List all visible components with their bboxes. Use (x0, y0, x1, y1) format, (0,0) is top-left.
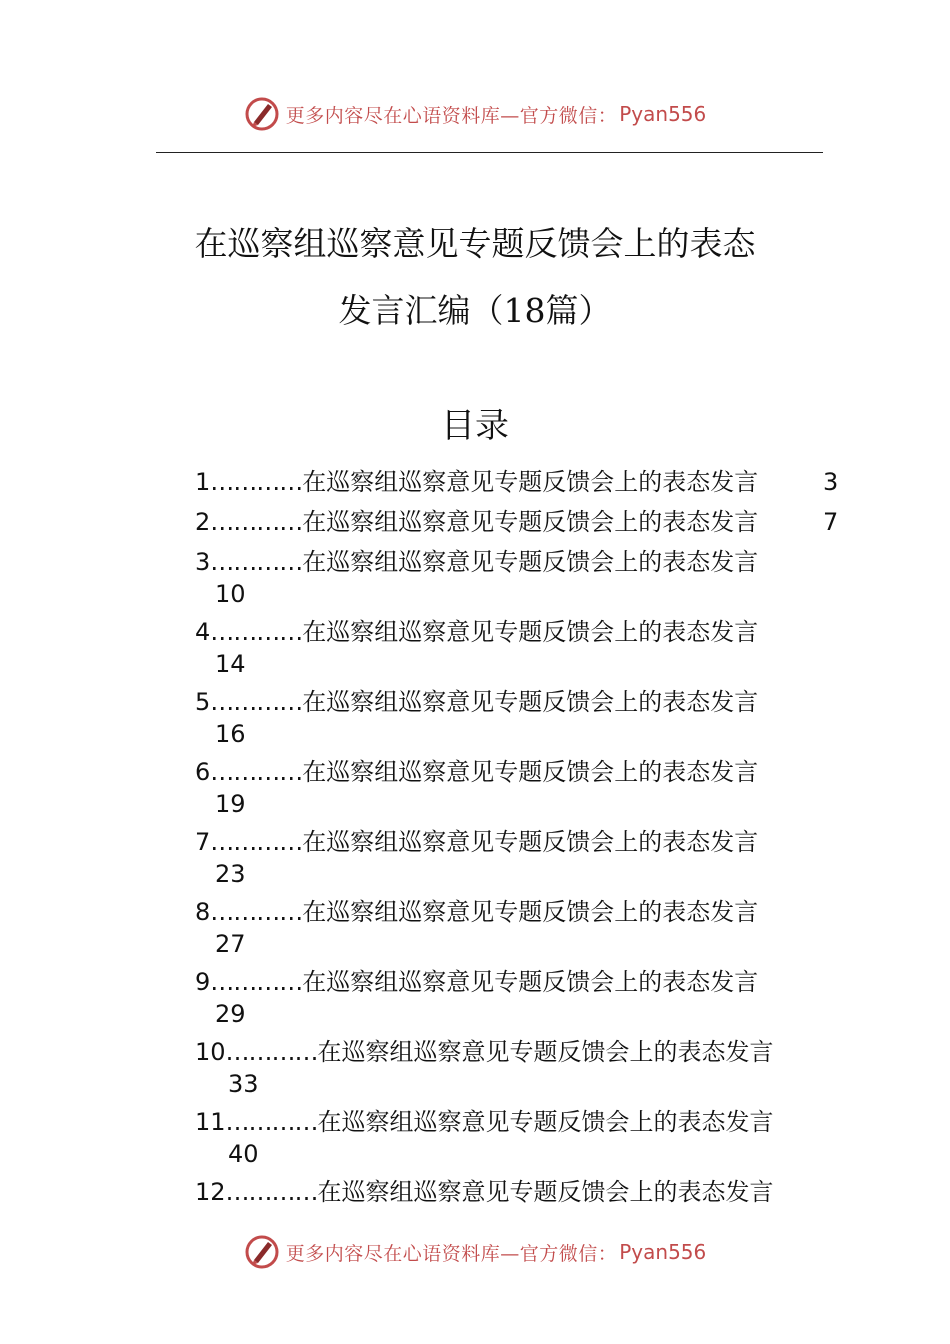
toc-entry-number: 9 (195, 968, 211, 996)
toc-entry-title: 在巡察组巡察意见专题反馈会上的表态发言 (302, 828, 759, 856)
toc-entry[interactable] (195, 756, 855, 826)
toc-entry-title: 在巡察组巡察意见专题反馈会上的表态发言 (317, 1178, 774, 1206)
pen-circle-logo-icon (244, 1234, 280, 1270)
toc-entry-leader: ………… (225, 1178, 318, 1206)
toc-entry[interactable] (195, 966, 855, 1036)
toc-entry-page: 3 (823, 468, 839, 496)
toc-entry-page: 40 (228, 1140, 259, 1168)
toc-entry[interactable] (195, 506, 855, 546)
toc-entry-leader: ………… (210, 968, 303, 996)
toc-entry-page: 23 (215, 860, 246, 888)
toc-entry-title: 在巡察组巡察意见专题反馈会上的表态发言 (302, 758, 759, 786)
toc-entry-leader: ………… (210, 828, 303, 856)
toc-entry-title: 在巡察组巡察意见专题反馈会上的表态发言 (302, 688, 759, 716)
toc-entry-leader: ………… (210, 618, 303, 646)
toc-entry-leader: ………… (210, 508, 303, 536)
toc-entry-title: 在巡察组巡察意见专题反馈会上的表态发言 (302, 618, 759, 646)
toc-entry-leader: ………… (210, 898, 303, 926)
toc-entry-number: 1 (195, 468, 211, 496)
toc-entry-title: 在巡察组巡察意见专题反馈会上的表态发言 (317, 1108, 774, 1136)
toc-entry[interactable] (195, 546, 855, 616)
toc-entry[interactable] (195, 686, 855, 756)
toc-entry-number: 2 (195, 508, 211, 536)
toc-entry-number: 4 (195, 618, 211, 646)
toc-entry-title: 在巡察组巡察意见专题反馈会上的表态发言 (302, 968, 759, 996)
toc-entry-title: 在巡察组巡察意见专题反馈会上的表态发言 (302, 508, 759, 536)
toc-entry-number: 11 (195, 1108, 226, 1136)
toc-entry-number: 5 (195, 688, 211, 716)
toc-entry-leader: ………… (210, 688, 303, 716)
toc-entry-number: 10 (195, 1038, 226, 1066)
toc-entry-page: 16 (215, 720, 246, 748)
toc-entry-title: 在巡察组巡察意见专题反馈会上的表态发言 (302, 468, 759, 496)
document-title-line-2: 发言汇编（18篇） (338, 291, 612, 330)
pen-circle-logo-icon (244, 96, 280, 132)
header-divider (156, 152, 823, 153)
toc-entry[interactable] (195, 466, 855, 506)
document-title-line-1: 在巡察组巡察意见专题反馈会上的表态 (194, 224, 756, 263)
toc-entry[interactable] (195, 1036, 855, 1106)
toc-entry[interactable] (195, 1176, 855, 1209)
toc-entry-leader: ………… (210, 758, 303, 786)
footer-banner (0, 1232, 950, 1272)
toc-entry-leader: ………… (210, 548, 303, 576)
toc-entry[interactable] (195, 896, 855, 966)
banner-wechat-id: Pyan556 (619, 1240, 707, 1264)
toc-entry-number: 8 (195, 898, 211, 926)
toc-entry-page: 10 (215, 580, 246, 608)
toc-entry-page: 29 (215, 1000, 246, 1028)
toc-entry[interactable] (195, 1106, 855, 1176)
toc-entry-page: 33 (228, 1070, 259, 1098)
toc-entry-title: 在巡察组巡察意见专题反馈会上的表态发言 (317, 1038, 774, 1066)
header-banner (0, 94, 950, 134)
toc-entry-title: 在巡察组巡察意见专题反馈会上的表态发言 (302, 898, 759, 926)
table-of-contents (195, 466, 855, 1209)
toc-entry-page: 14 (215, 650, 246, 678)
banner-text: 更多内容尽在心语资料库—官方微信： (285, 1242, 618, 1265)
toc-entry-page: 7 (823, 508, 839, 536)
toc-entry[interactable] (195, 616, 855, 686)
toc-entry-number: 6 (195, 758, 211, 786)
toc-entry-title: 在巡察组巡察意见专题反馈会上的表态发言 (302, 548, 759, 576)
toc-entry-leader: ………… (225, 1038, 318, 1066)
banner-wechat-id: Pyan556 (619, 102, 707, 126)
toc-entry[interactable] (195, 826, 855, 896)
toc-entry-number: 7 (195, 828, 211, 856)
toc-entry-number: 12 (195, 1178, 226, 1206)
toc-entry-page: 27 (215, 930, 246, 958)
toc-entry-leader: ………… (225, 1108, 318, 1136)
toc-entry-page: 19 (215, 790, 246, 818)
toc-heading: 目录 (441, 406, 509, 446)
toc-entry-number: 3 (195, 548, 211, 576)
banner-text: 更多内容尽在心语资料库—官方微信： (285, 104, 618, 127)
toc-entry-leader: ………… (210, 468, 303, 496)
